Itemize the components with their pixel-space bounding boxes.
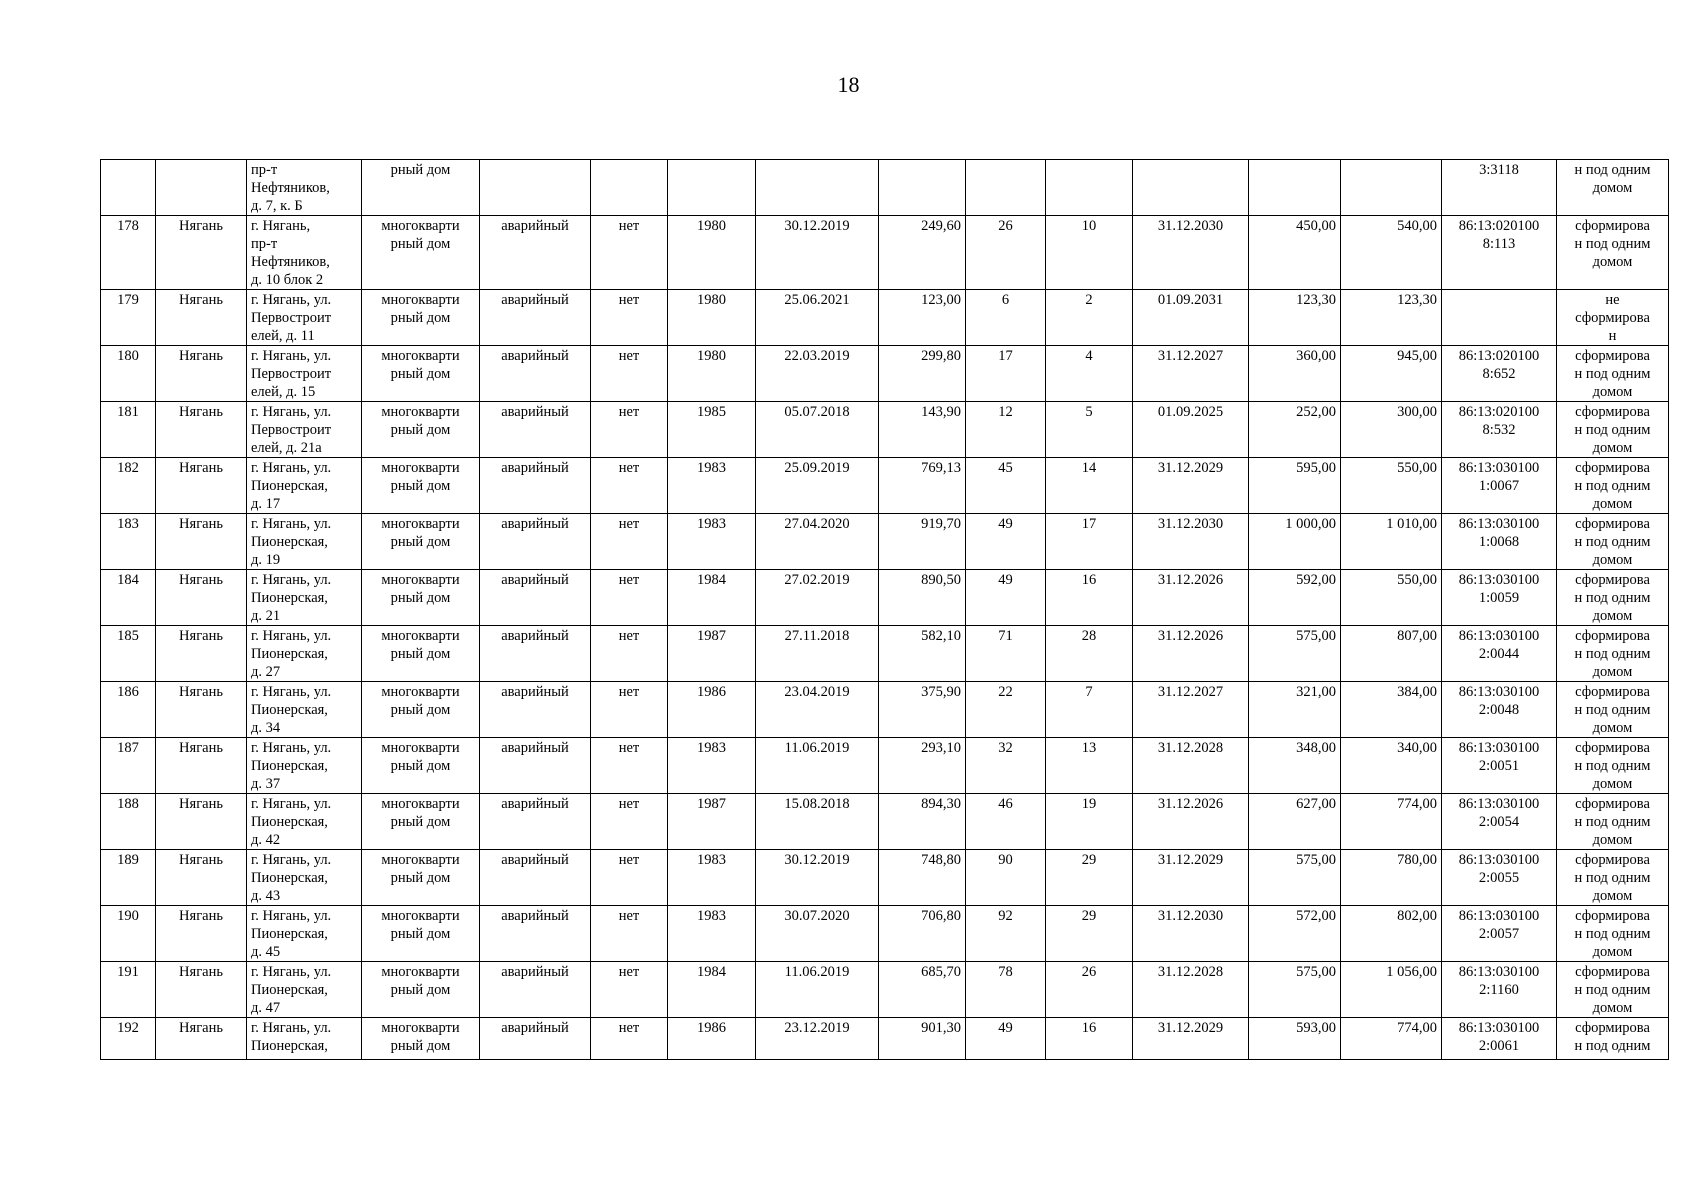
cell-type: многокварти рный дом <box>362 402 480 458</box>
table-row <box>101 626 1669 682</box>
cell-address: г. Нягань, ул. Пионерская, д. 45 <box>247 906 362 962</box>
cell-num: 180 <box>101 346 156 402</box>
cell-v2: 340,00 <box>1341 738 1442 794</box>
cell-num: 189 <box>101 850 156 906</box>
cell-status: сформирова н под одним домом <box>1557 346 1669 402</box>
cell-flag: нет <box>591 794 668 850</box>
cell-type: многокварти рный дом <box>362 570 480 626</box>
cell-deadline: 31.12.2028 <box>1133 738 1249 794</box>
cell-area: 706,80 <box>879 906 966 962</box>
table-row <box>101 514 1669 570</box>
cell-deadline: 31.12.2029 <box>1133 850 1249 906</box>
cell-status: сформирова н под одним домом <box>1557 216 1669 290</box>
table-row <box>101 402 1669 458</box>
cell-date: 11.06.2019 <box>756 962 879 1018</box>
cell-condition: аварийный <box>480 850 591 906</box>
cell-v2: 550,00 <box>1341 458 1442 514</box>
cell-num: 182 <box>101 458 156 514</box>
cell-date: 27.04.2020 <box>756 514 879 570</box>
cell-units: 16 <box>1046 570 1133 626</box>
cell-date: 23.04.2019 <box>756 682 879 738</box>
cell-date: 25.09.2019 <box>756 458 879 514</box>
cell-cadastral <box>1442 290 1557 346</box>
cell-date: 27.11.2018 <box>756 626 879 682</box>
cell-flag: нет <box>591 738 668 794</box>
cell-city: Нягань <box>156 626 247 682</box>
cell-city: Нягань <box>156 682 247 738</box>
cell-date: 27.02.2019 <box>756 570 879 626</box>
cell-deadline: 31.12.2026 <box>1133 570 1249 626</box>
cell-year: 1980 <box>668 216 756 290</box>
table-row <box>101 458 1669 514</box>
cell-year: 1984 <box>668 962 756 1018</box>
cell-type: многокварти рный дом <box>362 514 480 570</box>
cell-type: многокварти рный дом <box>362 962 480 1018</box>
cell-flag: нет <box>591 626 668 682</box>
cell-cadastral: 86:13:020100 8:532 <box>1442 402 1557 458</box>
cell-area: 901,30 <box>879 1018 966 1060</box>
cell-cadastral: 3:3118 <box>1442 160 1557 216</box>
cell-date: 25.06.2021 <box>756 290 879 346</box>
cell-v1: 1 000,00 <box>1249 514 1341 570</box>
cell-status: сформирова н под одним <box>1557 1018 1669 1060</box>
cell-v1: 627,00 <box>1249 794 1341 850</box>
cell-type: многокварти рный дом <box>362 346 480 402</box>
cell-status: сформирова н под одним домом <box>1557 738 1669 794</box>
cell-v2: 780,00 <box>1341 850 1442 906</box>
cell-flag: нет <box>591 514 668 570</box>
cell-year: 1983 <box>668 738 756 794</box>
cell-num: 179 <box>101 290 156 346</box>
cell-year: 1986 <box>668 682 756 738</box>
cell-condition: аварийный <box>480 682 591 738</box>
table-row <box>101 346 1669 402</box>
cell-condition: аварийный <box>480 290 591 346</box>
cell-status: сформирова н под одним домом <box>1557 458 1669 514</box>
cell-area: 894,30 <box>879 794 966 850</box>
cell-area: 769,13 <box>879 458 966 514</box>
cell-persons: 49 <box>966 570 1046 626</box>
cell-address: г. Нягань, ул. Пионерская, д. 27 <box>247 626 362 682</box>
cell-address: г. Нягань, ул. Пионерская, д. 34 <box>247 682 362 738</box>
cell-v1: 360,00 <box>1249 346 1341 402</box>
cell-deadline: 31.12.2028 <box>1133 962 1249 1018</box>
cell-flag: нет <box>591 570 668 626</box>
cell-area: 249,60 <box>879 216 966 290</box>
cell-deadline: 31.12.2027 <box>1133 682 1249 738</box>
cell-deadline: 01.09.2031 <box>1133 290 1249 346</box>
cell-condition: аварийный <box>480 626 591 682</box>
cell-cadastral: 86:13:030100 2:0051 <box>1442 738 1557 794</box>
cell-v2: 384,00 <box>1341 682 1442 738</box>
cell-status: сформирова н под одним домом <box>1557 402 1669 458</box>
cell-address: г. Нягань, ул. Пионерская, <box>247 1018 362 1060</box>
cell-address: г. Нягань, ул. Пионерская, д. 19 <box>247 514 362 570</box>
cell-cadastral: 86:13:030100 2:0044 <box>1442 626 1557 682</box>
cell-date: 15.08.2018 <box>756 794 879 850</box>
cell-address: г. Нягань, ул. Пионерская, д. 47 <box>247 962 362 1018</box>
cell-type: многокварти рный дом <box>362 794 480 850</box>
cell-year: 1983 <box>668 458 756 514</box>
table-row <box>101 290 1669 346</box>
page-number: 18 <box>837 72 860 97</box>
cell-cadastral: 86:13:020100 8:113 <box>1442 216 1557 290</box>
cell-condition: аварийный <box>480 738 591 794</box>
cell-units: 17 <box>1046 514 1133 570</box>
cell-units: 29 <box>1046 906 1133 962</box>
cell-v1: 252,00 <box>1249 402 1341 458</box>
cell-deadline: 01.09.2025 <box>1133 402 1249 458</box>
cell-year: 1987 <box>668 794 756 850</box>
cell-persons: 49 <box>966 1018 1046 1060</box>
cell-cadastral: 86:13:030100 1:0067 <box>1442 458 1557 514</box>
cell-city: Нягань <box>156 514 247 570</box>
cell-flag: нет <box>591 458 668 514</box>
cell-units: 26 <box>1046 962 1133 1018</box>
cell-condition: аварийный <box>480 346 591 402</box>
cell-v1: 321,00 <box>1249 682 1341 738</box>
cell-num: 186 <box>101 682 156 738</box>
cell-num: 183 <box>101 514 156 570</box>
cell-num: 181 <box>101 402 156 458</box>
cell-year: 1980 <box>668 290 756 346</box>
cell-persons: 26 <box>966 216 1046 290</box>
cell-year: 1985 <box>668 402 756 458</box>
cell-date: 22.03.2019 <box>756 346 879 402</box>
cell-area: 890,50 <box>879 570 966 626</box>
cell-persons: 32 <box>966 738 1046 794</box>
cell-persons: 17 <box>966 346 1046 402</box>
cell-num: 190 <box>101 906 156 962</box>
cell-v1: 592,00 <box>1249 570 1341 626</box>
cell-v1: 593,00 <box>1249 1018 1341 1060</box>
cell-units: 7 <box>1046 682 1133 738</box>
cell-condition: аварийный <box>480 458 591 514</box>
cell-address: г. Нягань, ул. Пионерская, д. 43 <box>247 850 362 906</box>
cell-city: Нягань <box>156 290 247 346</box>
cell-type: многокварти рный дом <box>362 1018 480 1060</box>
cell-units: 14 <box>1046 458 1133 514</box>
cell-v2: 550,00 <box>1341 570 1442 626</box>
cell-units: 5 <box>1046 402 1133 458</box>
cell-units <box>1046 160 1133 216</box>
cell-cadastral: 86:13:030100 1:0068 <box>1442 514 1557 570</box>
cell-units: 13 <box>1046 738 1133 794</box>
table-row <box>101 570 1669 626</box>
cell-v2: 802,00 <box>1341 906 1442 962</box>
cell-city: Нягань <box>156 216 247 290</box>
cell-persons: 12 <box>966 402 1046 458</box>
cell-persons: 6 <box>966 290 1046 346</box>
cell-status: н под одним домом <box>1557 160 1669 216</box>
cell-date: 30.12.2019 <box>756 850 879 906</box>
cell-v1: 575,00 <box>1249 850 1341 906</box>
cell-persons: 45 <box>966 458 1046 514</box>
cell-year: 1983 <box>668 906 756 962</box>
cell-type: многокварти рный дом <box>362 906 480 962</box>
cell-num: 184 <box>101 570 156 626</box>
table-row <box>101 794 1669 850</box>
table-row <box>101 850 1669 906</box>
cell-condition: аварийный <box>480 216 591 290</box>
table-row-continuation <box>101 160 1669 216</box>
cell-condition: аварийный <box>480 1018 591 1060</box>
table-row <box>101 962 1669 1018</box>
cell-v2: 807,00 <box>1341 626 1442 682</box>
cell-cadastral: 86:13:030100 2:0048 <box>1442 682 1557 738</box>
cell-area: 919,70 <box>879 514 966 570</box>
table-row <box>101 738 1669 794</box>
cell-num: 191 <box>101 962 156 1018</box>
cell-units: 2 <box>1046 290 1133 346</box>
cell-v2: 774,00 <box>1341 1018 1442 1060</box>
cell-deadline <box>1133 160 1249 216</box>
cell-flag: нет <box>591 402 668 458</box>
cell-num: 188 <box>101 794 156 850</box>
cell-units: 16 <box>1046 1018 1133 1060</box>
cell-flag: нет <box>591 962 668 1018</box>
cell-persons: 71 <box>966 626 1046 682</box>
cell-date: 05.07.2018 <box>756 402 879 458</box>
cell-date: 30.07.2020 <box>756 906 879 962</box>
cell-num: 192 <box>101 1018 156 1060</box>
table-row <box>101 216 1669 290</box>
cell-year: 1980 <box>668 346 756 402</box>
cell-flag: нет <box>591 290 668 346</box>
cell-address: г. Нягань, пр-т Нефтяников, д. 10 блок 2 <box>247 216 362 290</box>
cell-cadastral: 86:13:030100 2:0057 <box>1442 906 1557 962</box>
cell-condition <box>480 160 591 216</box>
cell-address: г. Нягань, ул. Первостроит елей, д. 21а <box>247 402 362 458</box>
cell-city: Нягань <box>156 738 247 794</box>
cell-status: сформирова н под одним домом <box>1557 570 1669 626</box>
cell-persons: 90 <box>966 850 1046 906</box>
cell-area: 748,80 <box>879 850 966 906</box>
cell-address: г. Нягань, ул. Пионерская, д. 21 <box>247 570 362 626</box>
cell-type: многокварти рный дом <box>362 682 480 738</box>
cell-v1: 575,00 <box>1249 626 1341 682</box>
cell-type: рный дом <box>362 160 480 216</box>
cell-address: г. Нягань, ул. Пионерская, д. 42 <box>247 794 362 850</box>
cell-num: 185 <box>101 626 156 682</box>
cell-condition: аварийный <box>480 570 591 626</box>
cell-deadline: 31.12.2030 <box>1133 216 1249 290</box>
cell-deadline: 31.12.2029 <box>1133 1018 1249 1060</box>
cell-v2: 1 010,00 <box>1341 514 1442 570</box>
cell-flag <box>591 160 668 216</box>
cell-condition: аварийный <box>480 962 591 1018</box>
cell-status: сформирова н под одним домом <box>1557 794 1669 850</box>
cell-year: 1986 <box>668 1018 756 1060</box>
cell-deadline: 31.12.2027 <box>1133 346 1249 402</box>
cell-date: 23.12.2019 <box>756 1018 879 1060</box>
cell-deadline: 31.12.2026 <box>1133 794 1249 850</box>
cell-v2 <box>1341 160 1442 216</box>
cell-flag: нет <box>591 682 668 738</box>
cell-city: Нягань <box>156 458 247 514</box>
cell-units: 4 <box>1046 346 1133 402</box>
cell-city <box>156 160 247 216</box>
cell-cadastral: 86:13:030100 2:0054 <box>1442 794 1557 850</box>
cell-year: 1984 <box>668 570 756 626</box>
cell-persons <box>966 160 1046 216</box>
cell-v2: 123,30 <box>1341 290 1442 346</box>
cell-area: 123,00 <box>879 290 966 346</box>
cell-status: не сформирова н <box>1557 290 1669 346</box>
cell-type: многокварти рный дом <box>362 738 480 794</box>
cell-cadastral: 86:13:020100 8:652 <box>1442 346 1557 402</box>
cell-city: Нягань <box>156 850 247 906</box>
cell-status: сформирова н под одним домом <box>1557 626 1669 682</box>
cell-v2: 540,00 <box>1341 216 1442 290</box>
cell-deadline: 31.12.2029 <box>1133 458 1249 514</box>
cell-date: 11.06.2019 <box>756 738 879 794</box>
cell-v2: 774,00 <box>1341 794 1442 850</box>
cell-v1: 575,00 <box>1249 962 1341 1018</box>
cell-date <box>756 160 879 216</box>
cell-city: Нягань <box>156 346 247 402</box>
cell-units: 29 <box>1046 850 1133 906</box>
cell-v1: 572,00 <box>1249 906 1341 962</box>
cell-year: 1983 <box>668 514 756 570</box>
cell-address: г. Нягань, ул. Первостроит елей, д. 11 <box>247 290 362 346</box>
cell-cadastral: 86:13:030100 1:0059 <box>1442 570 1557 626</box>
cell-v1: 348,00 <box>1249 738 1341 794</box>
cell-area: 299,80 <box>879 346 966 402</box>
cell-v1: 123,30 <box>1249 290 1341 346</box>
cell-area <box>879 160 966 216</box>
cell-type: многокварти рный дом <box>362 216 480 290</box>
cell-area: 685,70 <box>879 962 966 1018</box>
table-row <box>101 682 1669 738</box>
cell-city: Нягань <box>156 906 247 962</box>
cell-city: Нягань <box>156 794 247 850</box>
cell-status: сформирова н под одним домом <box>1557 682 1669 738</box>
cell-date: 30.12.2019 <box>756 216 879 290</box>
cell-flag: нет <box>591 216 668 290</box>
cell-type: многокварти рный дом <box>362 850 480 906</box>
cell-condition: аварийный <box>480 402 591 458</box>
cell-address: пр-т Нефтяников, д. 7, к. Б <box>247 160 362 216</box>
cell-v1: 595,00 <box>1249 458 1341 514</box>
cell-area: 143,90 <box>879 402 966 458</box>
cell-status: сформирова н под одним домом <box>1557 514 1669 570</box>
cell-address: г. Нягань, ул. Первостроит елей, д. 15 <box>247 346 362 402</box>
cell-deadline: 31.12.2030 <box>1133 514 1249 570</box>
cell-area: 293,10 <box>879 738 966 794</box>
cell-flag: нет <box>591 906 668 962</box>
cell-year <box>668 160 756 216</box>
cell-status: сформирова н под одним домом <box>1557 906 1669 962</box>
cell-condition: аварийный <box>480 514 591 570</box>
cell-city: Нягань <box>156 1018 247 1060</box>
cell-persons: 92 <box>966 906 1046 962</box>
cell-year: 1983 <box>668 850 756 906</box>
cell-flag: нет <box>591 1018 668 1060</box>
cell-persons: 46 <box>966 794 1046 850</box>
cell-units: 28 <box>1046 626 1133 682</box>
table-row <box>101 1018 1669 1060</box>
cell-units: 19 <box>1046 794 1133 850</box>
cell-status: сформирова н под одним домом <box>1557 962 1669 1018</box>
cell-address: г. Нягань, ул. Пионерская, д. 17 <box>247 458 362 514</box>
cell-cadastral: 86:13:030100 2:0055 <box>1442 850 1557 906</box>
cell-condition: аварийный <box>480 906 591 962</box>
cell-type: многокварти рный дом <box>362 290 480 346</box>
cell-units: 10 <box>1046 216 1133 290</box>
cell-persons: 49 <box>966 514 1046 570</box>
cell-city: Нягань <box>156 570 247 626</box>
housing-registry-table <box>100 159 1669 1060</box>
cell-persons: 22 <box>966 682 1046 738</box>
cell-type: многокварти рный дом <box>362 626 480 682</box>
cell-cadastral: 86:13:030100 2:1160 <box>1442 962 1557 1018</box>
cell-num <box>101 160 156 216</box>
cell-address: г. Нягань, ул. Пионерская, д. 37 <box>247 738 362 794</box>
cell-v2: 1 056,00 <box>1341 962 1442 1018</box>
cell-v2: 945,00 <box>1341 346 1442 402</box>
cell-v1: 450,00 <box>1249 216 1341 290</box>
cell-v1 <box>1249 160 1341 216</box>
table-row <box>101 906 1669 962</box>
cell-persons: 78 <box>966 962 1046 1018</box>
cell-flag: нет <box>591 346 668 402</box>
cell-city: Нягань <box>156 402 247 458</box>
cell-num: 187 <box>101 738 156 794</box>
cell-year: 1987 <box>668 626 756 682</box>
cell-type: многокварти рный дом <box>362 458 480 514</box>
cell-city: Нягань <box>156 962 247 1018</box>
cell-area: 582,10 <box>879 626 966 682</box>
cell-deadline: 31.12.2026 <box>1133 626 1249 682</box>
cell-deadline: 31.12.2030 <box>1133 906 1249 962</box>
cell-status: сформирова н под одним домом <box>1557 850 1669 906</box>
cell-v2: 300,00 <box>1341 402 1442 458</box>
cell-cadastral: 86:13:030100 2:0061 <box>1442 1018 1557 1060</box>
cell-flag: нет <box>591 850 668 906</box>
cell-area: 375,90 <box>879 682 966 738</box>
cell-num: 178 <box>101 216 156 290</box>
cell-condition: аварийный <box>480 794 591 850</box>
